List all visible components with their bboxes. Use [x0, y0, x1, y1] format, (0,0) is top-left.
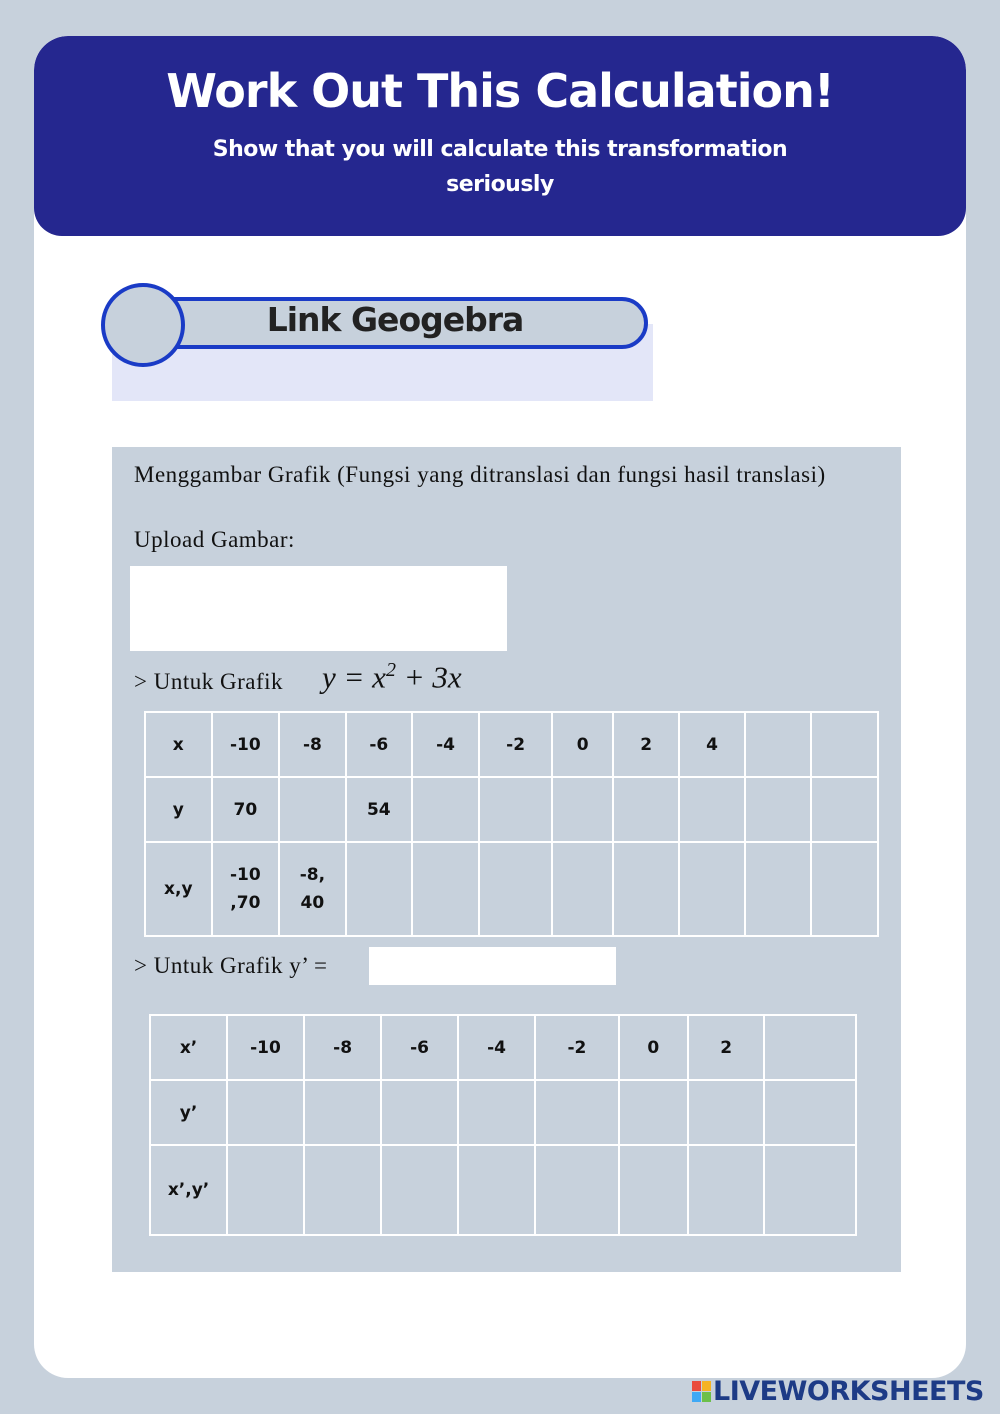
table-row [145, 842, 878, 936]
table-header-cell: -4 [412, 712, 479, 777]
table-row [150, 1080, 856, 1145]
brand-text: LIVEWORKSHEETS [713, 1375, 984, 1407]
table-cell: 70 [212, 777, 280, 842]
upload-image-field[interactable] [130, 566, 507, 651]
table-cell[interactable] [688, 1145, 764, 1235]
table-row [150, 1015, 856, 1080]
link-geogebra-circle-icon [101, 283, 185, 367]
table-row [150, 1145, 856, 1235]
table-header-cell: x,y [145, 842, 212, 936]
table-row [145, 712, 878, 777]
table-header-cell: -10 [212, 712, 280, 777]
table-cell: -8, 40 [279, 842, 345, 936]
table-header-cell: -8 [279, 712, 345, 777]
table-cell[interactable] [304, 1145, 381, 1235]
table-header-cell: 2 [688, 1015, 764, 1080]
table-cell[interactable] [764, 1080, 856, 1145]
table-cell[interactable] [535, 1080, 618, 1145]
table-cell[interactable] [279, 777, 345, 842]
table-header-cell: 4 [679, 712, 745, 777]
table-cell[interactable] [412, 777, 479, 842]
table-header-cell: -2 [479, 712, 552, 777]
table-cell[interactable] [745, 842, 811, 936]
table-header-cell: x [145, 712, 212, 777]
table-cell[interactable] [479, 777, 552, 842]
table-header-cell [745, 712, 811, 777]
table-cell[interactable] [304, 1080, 381, 1145]
table-cell[interactable] [479, 842, 552, 936]
table-header-cell: y’ [150, 1080, 227, 1145]
liveworksheets-logo [692, 1376, 984, 1406]
table-cell[interactable] [458, 1145, 535, 1235]
table-header-cell: -10 [227, 1015, 304, 1080]
table-cell[interactable] [613, 842, 679, 936]
graph1-value-table [144, 711, 879, 937]
table-cell[interactable] [613, 777, 679, 842]
table-header-cell: -6 [346, 712, 412, 777]
task-panel [112, 447, 901, 1272]
table-cell: 54 [346, 777, 412, 842]
table-cell[interactable] [552, 777, 613, 842]
table-cell[interactable] [381, 1080, 457, 1145]
table-header-cell: -4 [458, 1015, 535, 1080]
page-title: Work Out This Calculation! [166, 64, 834, 118]
page-subtitle: Show that you will calculate this transformation seriously [212, 137, 788, 197]
table-header-cell: -2 [535, 1015, 618, 1080]
graph1-label: > Untuk Grafik [134, 669, 283, 694]
table-cell[interactable] [679, 777, 745, 842]
graph1-equation: $y = x^2 + 3x$ [322, 659, 462, 695]
table-cell[interactable] [679, 842, 745, 936]
table-row [145, 777, 878, 842]
table-header-cell: 2 [613, 712, 679, 777]
table-cell[interactable] [552, 842, 613, 936]
graph2-label: > Untuk Grafik y’ = [134, 953, 328, 978]
graph2-value-table [149, 1014, 857, 1236]
table-cell[interactable] [619, 1145, 688, 1235]
table-header-cell: 0 [619, 1015, 688, 1080]
table-header-cell: x’ [150, 1015, 227, 1080]
table-cell[interactable] [764, 1145, 856, 1235]
table-header-cell [811, 712, 878, 777]
liveworksheets-logo-icon [692, 1381, 711, 1402]
table-cell[interactable] [535, 1145, 618, 1235]
table-cell[interactable] [745, 777, 811, 842]
table-cell[interactable] [619, 1080, 688, 1145]
table-cell[interactable] [227, 1145, 304, 1235]
table-cell[interactable] [688, 1080, 764, 1145]
table-header-cell [764, 1015, 856, 1080]
table-header-cell: -6 [381, 1015, 457, 1080]
upload-label: Upload Gambar: [134, 527, 295, 552]
table-cell[interactable] [346, 842, 412, 936]
table-header-cell: -8 [304, 1015, 381, 1080]
task-description: Menggambar Grafik (Fungsi yang ditranslasi dan fungsi hasil translasi) [134, 462, 826, 487]
table-header-cell: y [145, 777, 212, 842]
table-cell[interactable] [811, 777, 878, 842]
table-cell[interactable] [412, 842, 479, 936]
table-cell[interactable] [458, 1080, 535, 1145]
link-geogebra-label[interactable]: Link Geogebra [266, 300, 524, 339]
table-cell[interactable] [381, 1145, 457, 1235]
table-cell[interactable] [811, 842, 878, 936]
table-header-cell: 0 [552, 712, 613, 777]
graph2-equation-input[interactable] [369, 947, 616, 985]
table-cell[interactable] [227, 1080, 304, 1145]
table-header-cell: x’,y’ [150, 1145, 227, 1235]
header-banner [34, 36, 966, 236]
table-cell: -10 ,70 [212, 842, 280, 936]
